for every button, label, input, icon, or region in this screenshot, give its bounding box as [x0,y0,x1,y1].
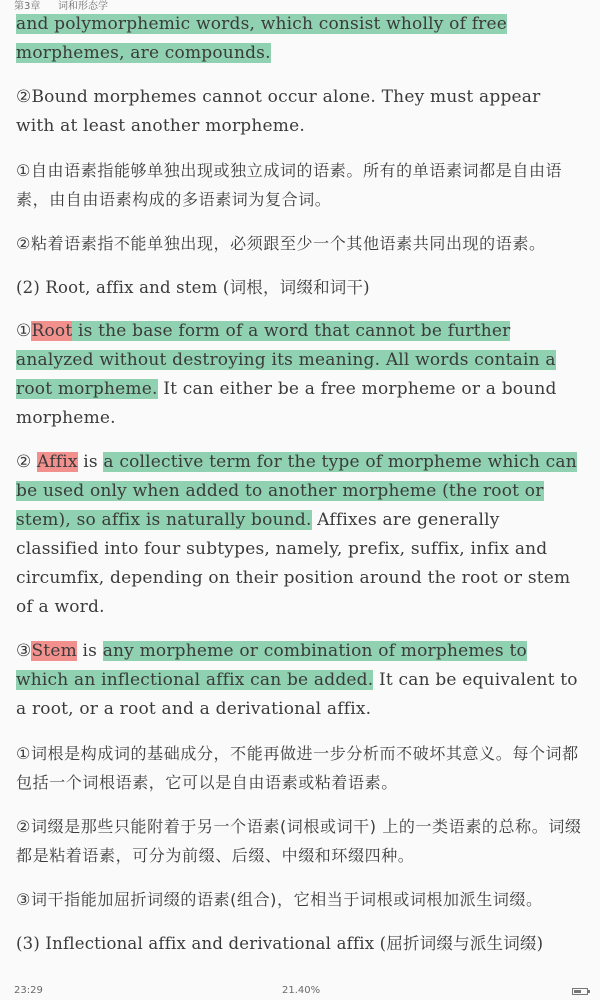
book-paragraph[interactable] [16,317,584,433]
text-run: It can be equivalent to a root, or a root and a derivational affix. [16,670,578,719]
green-highlight[interactable]: any morpheme or combination of morphemes to which an inflectional affix can be added. [16,641,527,690]
book-paragraph[interactable] [16,812,584,870]
book-paragraph[interactable] [16,10,584,68]
book-paragraph[interactable] [16,739,584,797]
reader-footer [0,982,600,1000]
red-highlight[interactable]: Affix [37,452,78,472]
text-run: Affixes are generally classified into four subtypes, namely, prefix, suffix, infix and circumfix, depending on their position around the root or stem of a word. [16,510,571,617]
text-run: ②粘着语素指不能单独出现，必须跟至少一个其他语素共同出现的语素。 [16,234,546,253]
book-paragraph[interactable] [16,156,584,214]
text-run: ② [16,452,38,472]
text-run: ①自由语素指能够单独出现或独立成词的语素。所有的单语素词都是自由语素，由自由语素构成的多语素词为复合词。 [16,161,563,209]
text-run: ① [16,321,32,341]
book-paragraph[interactable] [16,229,584,258]
book-paragraph[interactable] [16,448,584,622]
book-paragraph[interactable] [16,885,584,914]
red-highlight[interactable]: Root [31,321,73,341]
green-highlight[interactable]: is the base form of a word that cannot be further analyzed without destroying its meaning. All words contain a root morpheme. [16,321,556,399]
text-run: ②Bound morphemes cannot occur alone. They must appear with at least another morpheme. [16,87,541,136]
red-highlight[interactable]: Stem [31,641,77,661]
reader-page-content[interactable] [16,10,584,982]
book-paragraph[interactable] [16,83,584,141]
text-run: It can either be a free morpheme or a bound morpheme. [16,379,557,428]
green-highlight[interactable]: and polymorphemic words, which consist wholly of free morphemes, are compounds. [16,14,508,63]
text-run: ③词干指能加屈折词缀的语素(组合)，它相当于词根或词根加派生词缀。 [16,890,543,909]
section-heading[interactable] [16,929,584,958]
section-title: 词和形态学 [58,1,108,12]
green-highlight[interactable]: a collective term for the type of morpheme which can be used only when added to another morpheme (the root or stem), so affix is naturally bound. [16,452,577,530]
chapter-label: 第3章 [14,1,41,12]
text-run: (2) Root, affix and stem (词根，词缀和词干) [16,278,370,297]
text-run: is [77,452,104,472]
clock-time: 23:29 [14,985,43,996]
text-run: ②词缀是那些只能附着于另一个语素(词根或词干) 上的一类语素的总称。词缀都是粘着语素，可分为前缀、后缀、中缀和环缀四种。 [16,817,582,865]
section-heading[interactable] [16,273,584,302]
battery-icon [572,988,588,995]
text-run: (3) Inflectional affix and derivational affix (屈折词缀与派生词缀) [16,934,544,953]
text-run: ③ [16,641,32,661]
text-run: is [76,641,103,661]
reading-progress: 21.40% [282,985,321,996]
text-run: ①词根是构成词的基础成分，不能再做进一步分析而不破坏其意义。每个词都包括一个词根语素，它可以是自由语素或粘着语素。 [16,744,579,792]
book-paragraph[interactable] [16,637,584,724]
